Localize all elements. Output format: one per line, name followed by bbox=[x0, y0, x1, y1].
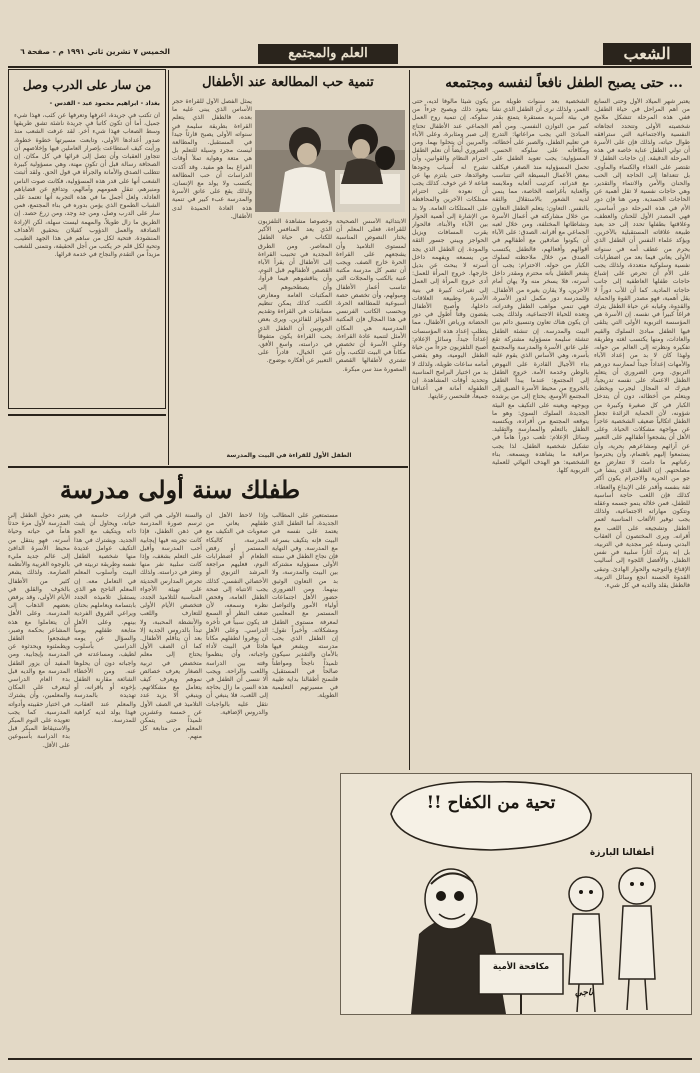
section-rule-bottom bbox=[8, 466, 408, 468]
path-arrives-body bbox=[14, 112, 160, 404]
child-society-col-1-text: يعتبر شهر الميلاد الأول وحتى السابع من أهم المراحل في حياة الطفل، ففي هذه المرحلة تتشكل ملامح شخصيته الأولى وتتحدد اتجاهاته النفسية والاجتماعية التي سترافقه طوال حياته، ولذلك فإن على الأسرة أن تولي الطفل عناية خاصة في هذه المرحلة الدقيقة. إن حاجات الطفل لا تقتصر على الغذاء والكساء والمأوى، بل تتعداها إلى الحاجة إلى الحب والحنان والأمن والانتماء والتقدير، وهي حاجات نفسية لا تقل أهمية عن الحاجات الجسدية. ومن هنا فإن دور الأم في هذه المرحلة دور أساسي، فهي المصدر الأول للحنان والعطف، وعلاقتها بطفلها تحدد إلى حد بعيد طبيعة علاقاته المستقبلية بالآخرين. ويؤكد علماء النفس أن الطفل الذي يحرم من عطف أمه في سنواته الأولى يعاني فيما بعد من اضطرابات نفسية وسلوكية متعددة، ولذلك يجب على الأم أن تحرص على إشباع حاجات طفلها العاطفية إلى جانب حاجاته المادية. كما أن للأب دوراً لا يقل أهمية، فهو مصدر القوة والحماية والقدوة، وغيابه عن حياة الطفل يترك فراغاً كبيراً في نفسه. إن الأسرة هي المؤسسة التربوية الأولى التي يتلقى فيها الطفل مبادئ السلوك والقيم والعادات، ومنها يكتسب لغته وطريقة تفكيره ونظرته إلى العالم من حوله، ولهذا كان لا بد من إعداد الآباء والأمهات إعداداً جيداً لممارسة دورهم التربوي. ومن الضروري أن يتعلم الطفل الاعتماد على نفسه تدريجياً، فيترك له المجال ليجرب ويخطئ ويتعلم من أخطائه، دون أن يتدخل الكبار في كل صغيرة وكبيرة من شؤونه، لأن الحماية الزائدة تجعل الطفل اتكالياً ضعيف الشخصية عاجزاً عن مواجهة مشكلات الحياة. وعلى الأهل أن يشجعوا أطفالهم على التعبير عن آرائهم ومشاعرهم بحرية، وأن يستمعوا إليهم باهتمام، وأن يحترموا رغباتهم ما دامت لا تتعارض مع مصلحتهم. إن الطفل الذي ينشأ في جو من الحرية والاحترام يكون أكثر ثقة بنفسه وأقدر على الإبداع والعطاء. كذلك فإن اللعب حاجة أساسية للطفل، فمن خلاله ينمو جسمه وعقله وتتكون مهاراته الاجتماعية، ولذلك يجب توفير الألعاب المناسبة لعمر الطفل وتشجيعه على اللعب مع أقرانه. ويرى المختصون أن العقاب البدني وسيلة غير مجدية في التربية، بل إنه يترك آثاراً سلبية في نفس الطفل، والأفضل اللجوء إلى أساليب الإقناع والتوجيه والحوار الهادئ. وتبقى القدوة الحسنة أنجع وسائل التربية، فالطفل يقلد والديه في كل شيء. bbox=[594, 98, 690, 589]
school-year-col-2-text: قرارات حاسمة في حياته، ويحاول أن يثبت ذاته ويتكيف مع الجو الجديد. ويشترك في هذا التكيف عوامل عديدة منها شخصية الطفل نفسه وطريقة تربيته في البيت وأسلوب المعلم في التعامل معه. إن المعلم الناجح هو الذي يستقبل تلاميذه الجدد بابتسامة ويعاملهم بحنان ويراعي الفروق الفردية بينهم. وعلى الأهل متابعة طفلهم يومياً والسؤال عن يومه الدراسي بأسلوب لطيف، ومساعدته في واجباته دون أن يحلوها عنه. ومن الأخطاء الشائعة مقارنة الطفل بإخوته أو بأقرانه، أو تهديده بالمدرسة والمعلم عند العقاب، فهذا يولد لديه كراهية للمدرسة. bbox=[74, 512, 136, 725]
child-society-col-3-text: يكون شيئاً مألوفاً لديه، حتى يتعود ذلك ويصبح جزءاً من سلوكه. إن تنمية روح العمل الجماعي عند الأطفال تحتاج إلى صبر ومثابرة، وعلى الآباء والمربين أن يتحلوا بهما. ومن الضروري أيضاً أن نعلم الطفل احترام النظام والقوانين، وأن نشرح له أسباب وجودها وفوائدها، حتى يلتزم بها عن قناعة لا عن خوف. كذلك يجب أن نعوده على احترام ممتلكات الآخرين والمحافظة على الممتلكات العامة. ولا بد من الإشارة إلى أهمية الحوار بين الآباء والأبناء، فالحوار يقرب المسافات ويزيل الحواجز ويبني جسور الثقة والمودة. إن الطفل الذي يجد من يسمعه ويفهمه داخل أسرته لا يبحث عن بديل خارجها. خروج المرأة للعمل: أدى خروج المرأة إلى العمل إلى تغيرات كبيرة في بنية الأسرة وطبيعة العلاقات داخلها، وأصبح الأطفال يقضون وقتاً أطول في دور الحضانة ورياض الأطفال، مما يتطلب إعداد هذه المؤسسات إعداداً جيداً. وسائل الإعلام: أصبح التلفزيون جزءاً من حياة الطفل اليومية، وهو يقضي أمامه ساعات طويلة، ولذلك لا بد من اختيار البرامج المناسبة وتحديد أوقات المشاهدة. إن الطفولة أمانة في أعناقنا جميعاً، فلنحسن رعايتها. bbox=[412, 98, 488, 401]
reading-love-col-1-text: الابتدائية الأسس الصحيحة للقراءة، فعلى المعلم أن يختار النصوص المناسبة لمستوى التلاميذ وأن يشجعهم على القراءة الحرة خارج الصف. ويجب أن تضم كل مدرسة مكتبة غنية بالكتب والمجلات التي تناسب أعمار الأطفال وميولهم، وأن تخصص حصة أسبوعية للمطالعة الحرة. وبحسب الكاتب الفرنسي في هذا المجال فإن المكتبة المدرسية هي المكان الأمثل لتنمية عادة القراءة. وعلى الأسرة أن تخصص مكاناً في البيت للكتب، وأن تشتري لأطفالها القصص المصورة منذ سن مبكرة. bbox=[336, 218, 406, 373]
headline-child-society: ... حتى يصبح الطفل نافعاً لنفسه ومجتمعه bbox=[445, 75, 683, 91]
school-year-col-3 bbox=[140, 512, 202, 1052]
reading-love-col-2 bbox=[258, 218, 332, 450]
child-society-col-2 bbox=[492, 98, 589, 770]
dateline: الخميس ٧ تشرين ثاني ١٩٩١ م - صفحة ٦ bbox=[20, 47, 170, 56]
school-year-col-4-text: وإذا لاحظ الأهل أن طفلهم يعاني من صعوبات في التكيف مع المدرسة، كالبكاء المستمر أو رفض الطعام أو اضطرابات النوم، فعليهم مراجعة المرشد التربوي أو الأخصائي النفسي. كذلك يجب الانتباه إلى صحة الطفل العامة، وفحص نظره وسمعه، لأن ضعف النظر أو السمع قد يكون سبباً في تأخره الدراسي. وعلى الأهل أن يوفروا لطفلهم مكاناً هادئاً في البيت لأداء واجباته، وأن ينظموا وقته بين الدراسة واللعب والراحة. ويجب ألا ننسى أن الطفل في هذه السن ما زال بحاجة إلى اللعب، فلا ينبغي أن نثقل عليه بالواجبات والدروس الإضافية. bbox=[206, 512, 268, 716]
column-rule bbox=[409, 70, 410, 770]
headline-first-school-year: طفلك سنة أولى مدرسة bbox=[59, 475, 301, 504]
cartoon-speech: تحية من الكفاح !! bbox=[426, 793, 556, 813]
child-society-col-3 bbox=[412, 98, 488, 770]
cartoon-sign-text: مكافحة الأمية bbox=[492, 962, 550, 972]
school-year-col-1 bbox=[8, 512, 70, 1052]
reading-love-col-3-text: يمثل الفصل الأول للقراءة حجر الأساس الذي يبنى عليه ما بعده، فالطفل الذي يتعلم القراءة بطريقة سليمة في سنواته الأولى يصبح قارئاً جيداً في المستقبل. والمطالعة ليست مجرد وسيلة للتعلم بل هي متعة وهواية تملأ أوقات الفراغ بما هو مفيد. وقد أكدت الدراسات أن حب المطالعة يكتسب ولا يولد مع الإنسان، ولذلك يقع على عاتق الأسرة والمدرسة عبء كبير في تنمية هذه العادة الحميدة لدى الأطفال. bbox=[172, 98, 252, 220]
cartoon-kids-label: أطفالنا البارزة bbox=[589, 848, 655, 858]
section-banner: العلم والمجتمع bbox=[258, 44, 398, 64]
child-society-col-2-text: الشخصية بعد سنوات طويلة من العمر، ولذلك نرى أن الطفل الذي نشأ في بيئة أسرية مستقرة يتمتع بقدر كبير من التوازن النفسي. ومن أهم المبادئ التي يجب مراعاتها: التدرج في تعليم الطفل، والصبر على أخطائه، ومكافأته على سلوكه الحسن. المسؤولية: يجب تعويد الطفل على تحمل المسؤولية منذ الصغر، فيكلف ببعض الأعمال البسيطة التي تتناسب مع قدراته، كترتيب ألعابه وملابسه والعناية بأغراضه الخاصة، مما ينمي لديه الشعور بالاستقلال والثقة بالنفس. التعاون: يتعلم الطفل التعاون من خلال مشاركته في أعمال الأسرة ونشاطاتها المختلفة، ومن خلال لعبه الجماعي مع أقرانه. الصدق: على الآباء أن يكونوا صادقين مع أطفالهم في أقوالهم وأفعالهم، فالطفل يكتسب الصدق من خلال ملاحظته لسلوك الكبار من حوله. الاحترام: يجب أن يشعر الطفل بأنه محترم ومقدر داخل أسرته، فلا يسخر منه ولا يهان أمام الآخرين، ولا يقارن بغيره من الأطفال. وللمدرسة دور مكمل لدور الأسرة، فهي تنمي مواهب الطفل وقدراته، وتعده للحياة الاجتماعية، ولذلك يجب أن يكون هناك تعاون وتنسيق دائم بين البيت والمدرسة. إن تنشئة الطفل تنشئة سليمة مسؤولية مشتركة تقع على عاتق الأسرة والمدرسة والمجتمع بأسره، وهي الأساس الذي يقوم عليه بناء الأجيال القادرة على النهوض بالوطن وخدمة الأمة. خروج الطفل إلى المجتمع: عندما يبدأ الطفل بالخروج من محيط الأسرة الضيق إلى المجتمع الأوسع، يحتاج إلى من يرشده ويوجهه ويعينه على التكيف مع البيئة الجديدة. السلوك السوي: وهو ما يتوقعه المجتمع من أفراده، ويكتسبه الطفل بالتعلم والممارسة والتقليد. وسائل الإعلام: تلعب دوراً هاماً في تشكيل شخصية الطفل، لذا يجب مراقبة ما يشاهده ويسمعه. بناء الشخصية: هو الهدف النهائي للعملية التربوية كلها. bbox=[492, 98, 589, 475]
path-arrives-byline: بغداد - ابراهيم محمود عبد - القدس - bbox=[49, 100, 160, 107]
school-year-col-4 bbox=[206, 512, 268, 1052]
path-arrives-text: أن تكتب في جريدة، أعرفها وتعرفها عن كثب، فهذا شيء جميل، أما أن تكون كاتباً في جريدة ناشئة تشق طريقها وسط الصعاب فهذا شيء آخر. لقد عرفت الشعب منذ صدور أعدادها الأولى، وتابعت مسيرتها خطوة خطوة، ورأيت كيف استطاعت بإصرار العاملين فيها وإخلاصهم أن تتجاوز العقبات وأن تصل إلى قرائها في كل مكان. إن الصحافة رسالة قبل أن تكون مهنة، وهي مسؤولية كبيرة تتطلب الصدق والأمانة والجرأة في قول الحق. ولقد أثبتت الشعب أنها على قدر هذه المسؤولية، فكانت صوت الناس ومنبرهم، تنقل همومهم وآمالهم، وتدافع عن قضاياهم العادلة. ولعل أجمل ما في هذه التجربة أنها تعتمد على الشباب الطموح الذي يؤمن بدوره في بناء المجتمع، فمن سار على الدرب وصل، ومن جد وجد، ومن زرع حصد. إن الطريق ما زال طويلاً، والمهمة ليست سهلة، لكن الإرادة الصادقة والعمل الدؤوب كفيلان بتحقيق الأهداف المنشودة. فتحية لكل من ساهم في هذا الجهد الطيب، وتحية لكل قلم حر يكتب من أجل الحقيقة، ونتمنى للشعب مزيداً من التقدم والنجاح في خدمة قرائها. bbox=[14, 112, 160, 259]
reading-love-col-3 bbox=[172, 98, 252, 450]
school-year-col-1-text: يعتبر دخول الطفل إلى المدرسة لأول مرة حدثاً هاماً في حياته وحياة أسرته، فهو ينتقل من محيط الأسرة الدافئ إلى عالم جديد مليء بالوجوه الغريبة والأنظمة الصارمة. ولذلك يشعر كثير من الأطفال بالخوف والقلق في الأيام الأولى، وقد يرفض بعضهم الذهاب إلى المدرسة. وعلى الأهل أن يتعاملوا مع هذه المشاعر بحكمة وصبر، فيشجعوا الطفل ويطمئنوه ويحدثوه عن المدرسة بإيجابية. ومن المفيد أن يزور الطفل المدرسة مع والديه قبل بدء العام الدراسي ليتعرف على المكان والمعلمين، وأن يشترك في اختيار حقيبته وأدواته المدرسية. كما يجب تعويده على النوم المبكر والاستيقاظ المبكر قبل بدء الدراسة بأسبوعين على الأقل. bbox=[8, 512, 70, 749]
children-reading-illustration bbox=[255, 110, 405, 212]
reading-love-col-2-text: وخصوصاً مشاهدة التلفزيون الذي يعد المنافس الأكبر للكتاب في حياة الطفل المعاصر. ومن الطرق المجدية في تحبيب القراءة إلى الأطفال أن يقرأ الآباء القصص لأطفالهم قبل النوم، وأن يناقشوهم فيما قرأوا، وأن يصطحبوهم إلى المكتبات العامة ومعارض الكتب. كذلك يمكن تنظيم مسابقات في القراءة وتقديم الجوائز للفائزين. ويرى بعض التربويين أن الطفل الذي يحب القراءة يكون متفوقاً في دراسته، واسع الأفق، غني الخيال، قادراً على التعبير عن أفكاره بوضوح. bbox=[258, 218, 332, 365]
school-year-col-5 bbox=[272, 512, 338, 1052]
cartoon-illustration bbox=[340, 773, 692, 1015]
school-year-col-5-text: مستمتعين على المطالب الجديدة، أما الطفل الذي يعتمد على نفسه في البيت فإنه يتكيف بسرعة مع المدرسة. وفي النهاية فإن نجاح الطفل في سنته الأولى مسؤولية مشتركة بين البيت والمدرسة، ولا بد من التعاون الوثيق بينهما. ومن الضروري حضور الأهل اجتماعات أولياء الأمور والتواصل المستمر مع المعلمين لمعرفة مستوى الطفل ومشكلاته. وأخيراً نقول: إن الطفل الذي يحب مدرسته ويشعر فيها بالأمان والتقدير سيكون تلميذاً ناجحاً ومواطناً صالحاً في المستقبل، فلنمنح أطفالنا بداية طيبة في مسيرتهم التعليمية الطويلة. bbox=[272, 512, 338, 700]
children-reading-photo bbox=[255, 110, 405, 212]
masthead-logo: الشعب bbox=[603, 43, 691, 65]
child-society-col-1 bbox=[594, 98, 690, 770]
header-rule bbox=[8, 66, 692, 68]
cartoon-signature: ناجي bbox=[574, 988, 594, 998]
school-year-col-3-text: والسنة الأولى هي التي ترسم صورة المدرسة في ذهن الطفل، فإذا كانت تجربته فيها إيجابية أحب المدرسة وأقبل على التعلم بشغف، وإذا كانت سلبية نفر منها وتعثر في دراسته. ولذلك تحرص المدارس الحديثة على تهيئة الأجواء المناسبة للتلاميذ الجدد، فتخصص الأيام الأولى للتعارف واللعب والأنشطة المحببة، ولا تبدأ بالدروس الجدية إلا بعد أن يتأقلم الأطفال. كما أن الصف الأول يحتاج إلى معلم متخصص في تربية الصغار يعرف خصائص نموهم ويعرف كيف يتعامل مع مشكلاتهم. وينبغي ألا يزيد عدد التلاميذ في الصف الأول عن خمسة وعشرين تلميذاً حتى يتمكن المعلم من متابعة كل منهم. bbox=[140, 512, 202, 741]
school-year-col-2 bbox=[74, 512, 136, 1052]
footer-rule bbox=[8, 1058, 692, 1060]
headline-reading-love: تنمية حب المطالعة عند الأطفال bbox=[202, 75, 374, 90]
section-rule-left bbox=[8, 414, 166, 416]
headline-path-arrives: من سار على الدرب وصل bbox=[22, 78, 152, 92]
reading-love-caption: الطفل الأول للقراءة في البيت والمدرسة bbox=[226, 452, 352, 459]
reading-love-col-1 bbox=[336, 218, 406, 450]
column-rule-2 bbox=[168, 70, 169, 465]
